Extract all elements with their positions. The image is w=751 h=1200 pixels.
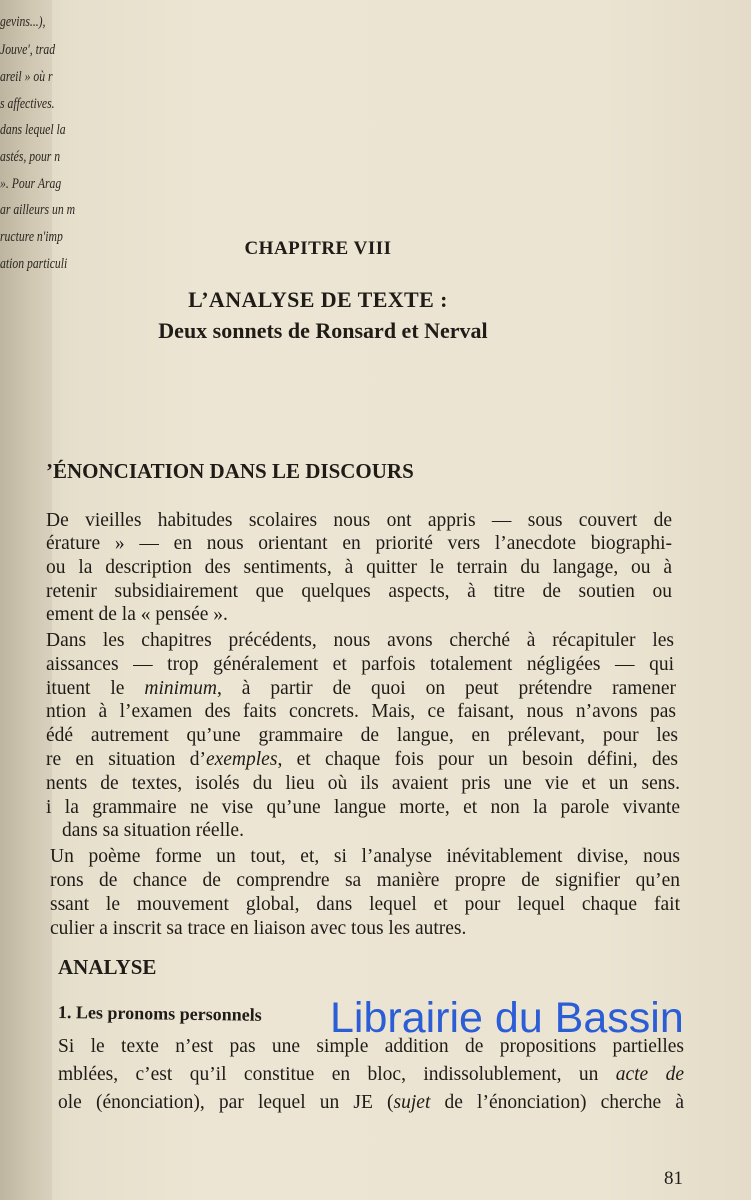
section-heading: ’ÉNONCIATION DANS LE DISCOURS — [46, 459, 414, 483]
body-line: dans sa situation réelle. — [62, 820, 244, 841]
subsection-heading: 1. Les pronoms personnels — [57, 1002, 262, 1025]
body-line: ement de la « pensée ». — [46, 604, 228, 625]
chapter-title: L’ANALYSE DE TEXTE : — [188, 287, 448, 312]
page-number: 81 — [664, 1168, 683, 1189]
body-line: Si le texte n’est pas une simple addition de propositions partielles — [58, 1036, 684, 1057]
body-line: nents de textes, isolés du lieu où ils avaient pris une vie et un sens. — [46, 773, 680, 794]
chapter-label: CHAPITRE VIII — [244, 238, 392, 259]
margin-fragment: ar ailleurs un m — [0, 202, 76, 218]
margin-fragment: ation particuli — [0, 256, 68, 272]
margin-fragment: gevins...), — [0, 14, 46, 30]
body-line: ntion à l’examen des faits concrets. Mais, ce faisant, nous n’avons pas — [46, 701, 676, 722]
margin-fragment: dans lequel la — [0, 122, 66, 138]
watermark: Librairie du Bassin — [330, 994, 684, 1042]
body-line: culier a inscrit sa trace en liaison avec tous les autres. — [50, 918, 467, 939]
margin-fragment: ructure n'imp — [0, 229, 63, 245]
chapter-subtitle: Deux sonnets de Ronsard et Nerval — [158, 318, 488, 343]
body-line: mblées, c’est qu’il constitue en bloc, indissolublement, un acte de — [58, 1064, 684, 1085]
body-line: ole (énonciation), par lequel un JE (sujet de l’énonciation) cherche à — [58, 1092, 684, 1113]
margin-fragment: ». Pour Arag — [0, 176, 62, 192]
body-line: ou la description des sentiments, à quitter le terrain du langage, ou à — [46, 557, 672, 578]
body-line: retenir subsidiairement que quelques aspects, à titre de soutien ou — [46, 581, 672, 602]
section-heading: ANALYSE — [58, 955, 157, 979]
body-line: rons de chance de comprendre sa manière propre de signifier qu’en — [50, 870, 680, 891]
body-line: édé autrement qu’une grammaire de langue, en prélevant, pour les — [46, 725, 678, 746]
margin-fragment: astés, pour n — [0, 149, 61, 165]
body-line: De vieilles habitudes scolaires nous ont appris — sous couvert de — [46, 510, 672, 531]
body-line: ituent le minimum, à partir de quoi on peut prétendre ramener — [46, 678, 676, 699]
margin-fragment: s affectives. — [0, 96, 55, 112]
body-line: aissances — trop généralement et parfois totalement négligées — qui — [46, 654, 674, 675]
facing-page-margin — [0, 0, 76, 1200]
body-line: Dans les chapitres précédents, nous avons cherché à récapituler les — [46, 630, 674, 651]
body-line: érature » — en nous orientant en priorité vers l’anecdote biographi- — [46, 533, 672, 554]
body-line: i la grammaire ne vise qu’une langue morte, et non la parole vivante — [46, 797, 680, 818]
body-line: re en situation d’exemples, et chaque fois pour un besoin défini, des — [46, 749, 679, 770]
body-line: ssant le mouvement global, dans lequel et pour lequel chaque fait — [50, 894, 680, 915]
body-line: Un poème forme un tout, et, si l’analyse inévitablement divise, nous — [50, 846, 680, 867]
margin-fragment: Jouve', trad — [0, 42, 56, 58]
margin-fragment: areil » où r — [0, 69, 53, 85]
